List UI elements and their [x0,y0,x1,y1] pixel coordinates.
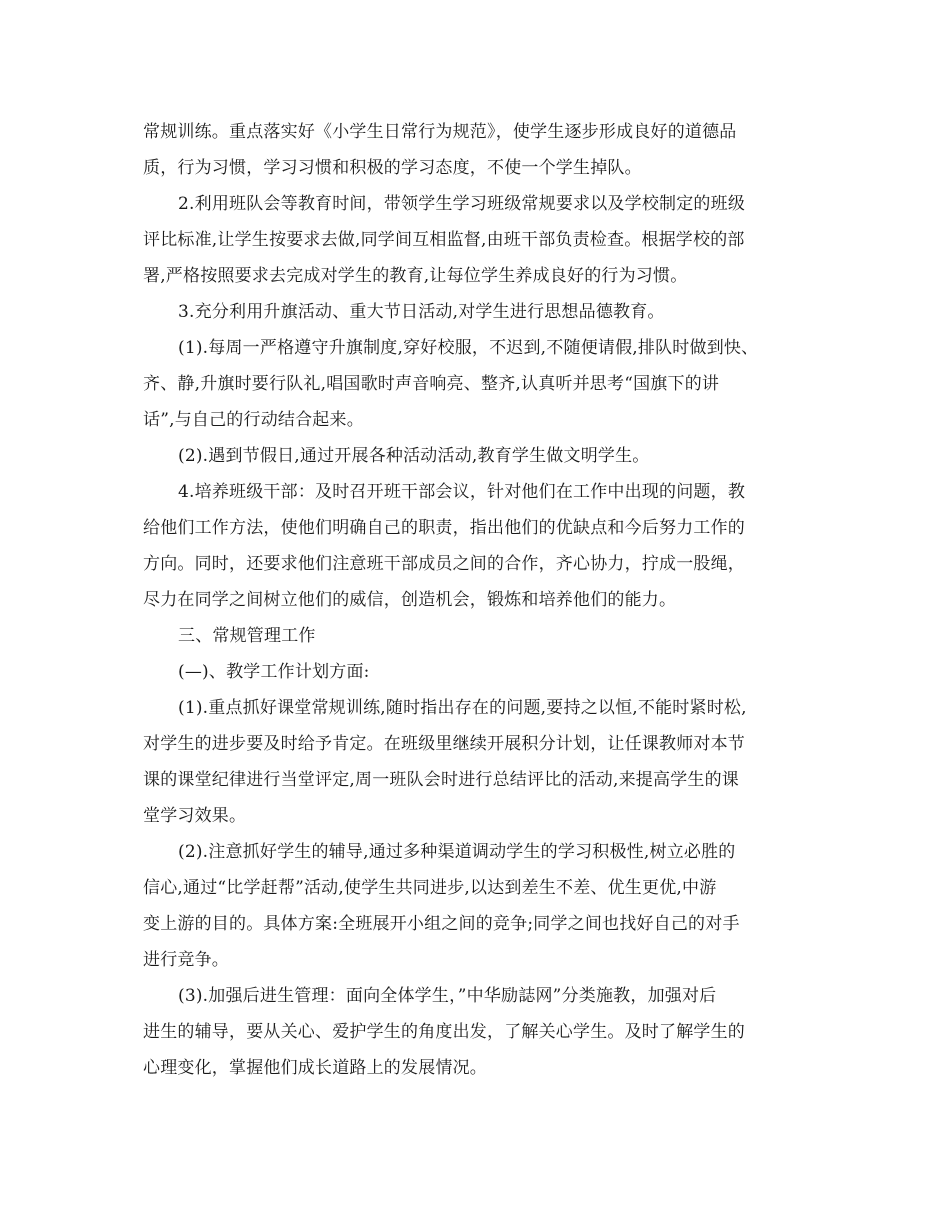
text-line: (2).注意抓好学生的辅导,通过多种渠道调动学生的学习积极性,树立必胜的 [178,842,736,862]
text-line: 课的课堂纪律进行当堂评定,周一班队会时进行总结评比的活动,来提高学生的课 [143,770,740,790]
text-line: 给他们工作方法，使他们明确自己的职责，指出他们的优缺点和今后努力工作的 [143,518,745,538]
text-line: 进生的辅导，要从关心、爱护学生的角度出发，了解关心学生。及时了解学生的 [143,1022,745,1042]
text-line: 堂学习效果。 [143,806,247,826]
text-line: 信心,通过“比学赶帮”活动,使学生共同进步,以达到差生不差、优生更优,中游 [143,878,717,898]
text-line: 话”,与自己的行动结合起来。 [143,410,364,430]
text-line: (3).加强后进生管理：面向全体学生，”中华励誌网”分类施教，加强对后 [178,986,717,1006]
text-line: 评比标准,让学生按要求去做,同学间互相监督,由班干部负责检查。根据学校的部 [143,230,745,250]
text-line: (2).遇到节假日,通过开展各种活动活动,教育学生做文明学生。 [178,446,650,466]
text-line: 进行竞争。 [143,950,229,970]
text-line: 署,严格按照要求去完成对学生的教育,让每位学生养成良好的行为习惯。 [143,266,688,286]
text-line: (1).重点抓好课堂常规训练,随时指出存在的问题,要持之以恒,不能时紧时松, [178,698,747,718]
text-line: 尽力在同学之间树立他们的威信，创造机会，锻炼和培养他们的能力。 [143,590,677,610]
text-line: 质，行为习惯，学习习惯和积极的学习态度，不使一个学生掉队。 [143,158,642,178]
text-line: 3.充分利用升旗活动、重大节日活动,对学生进行思想品德教育。 [178,302,665,322]
text-line: 常规训练。重点落实好《小学生日常行为规范》，使学生逐步形成良好的道德品 [143,122,737,142]
text-line: 2.利用班队会等教育时间，带领学生学习班级常规要求以及学校制定的班级 [178,194,746,214]
text-line: (1).每周一严格遵守升旗制度,穿好校服，不迟到,不随便请假,排队时做到快、 [178,338,759,358]
subsection-heading: (—)、教学工作计划方面: [178,662,370,682]
text-line: 方向。同时，还要求他们注意班干部成员之间的合作，齐心协力，拧成一股绳， [143,554,745,574]
text-line: 4.培养班级干部：及时召开班干部会议，针对他们在工作中出现的问题，教 [178,482,746,502]
text-line: 心理变化，掌握他们成长道路上的发展情况。 [143,1058,487,1078]
section-heading: 三、常规管理工作 [178,626,316,646]
text-line: 对学生的进步要及时给予肯定。在班级里继续开展积分计划，让任课教师对本节 [143,734,745,754]
text-line: 齐、静,升旗时要行队礼,唱国歌时声音响亮、整齐,认真听并思考“国旗下的讲 [143,374,720,394]
text-line: 变上游的目的。具体方案:全班展开小组之间的竞争;同学之间也找好自己的对手 [143,914,740,934]
